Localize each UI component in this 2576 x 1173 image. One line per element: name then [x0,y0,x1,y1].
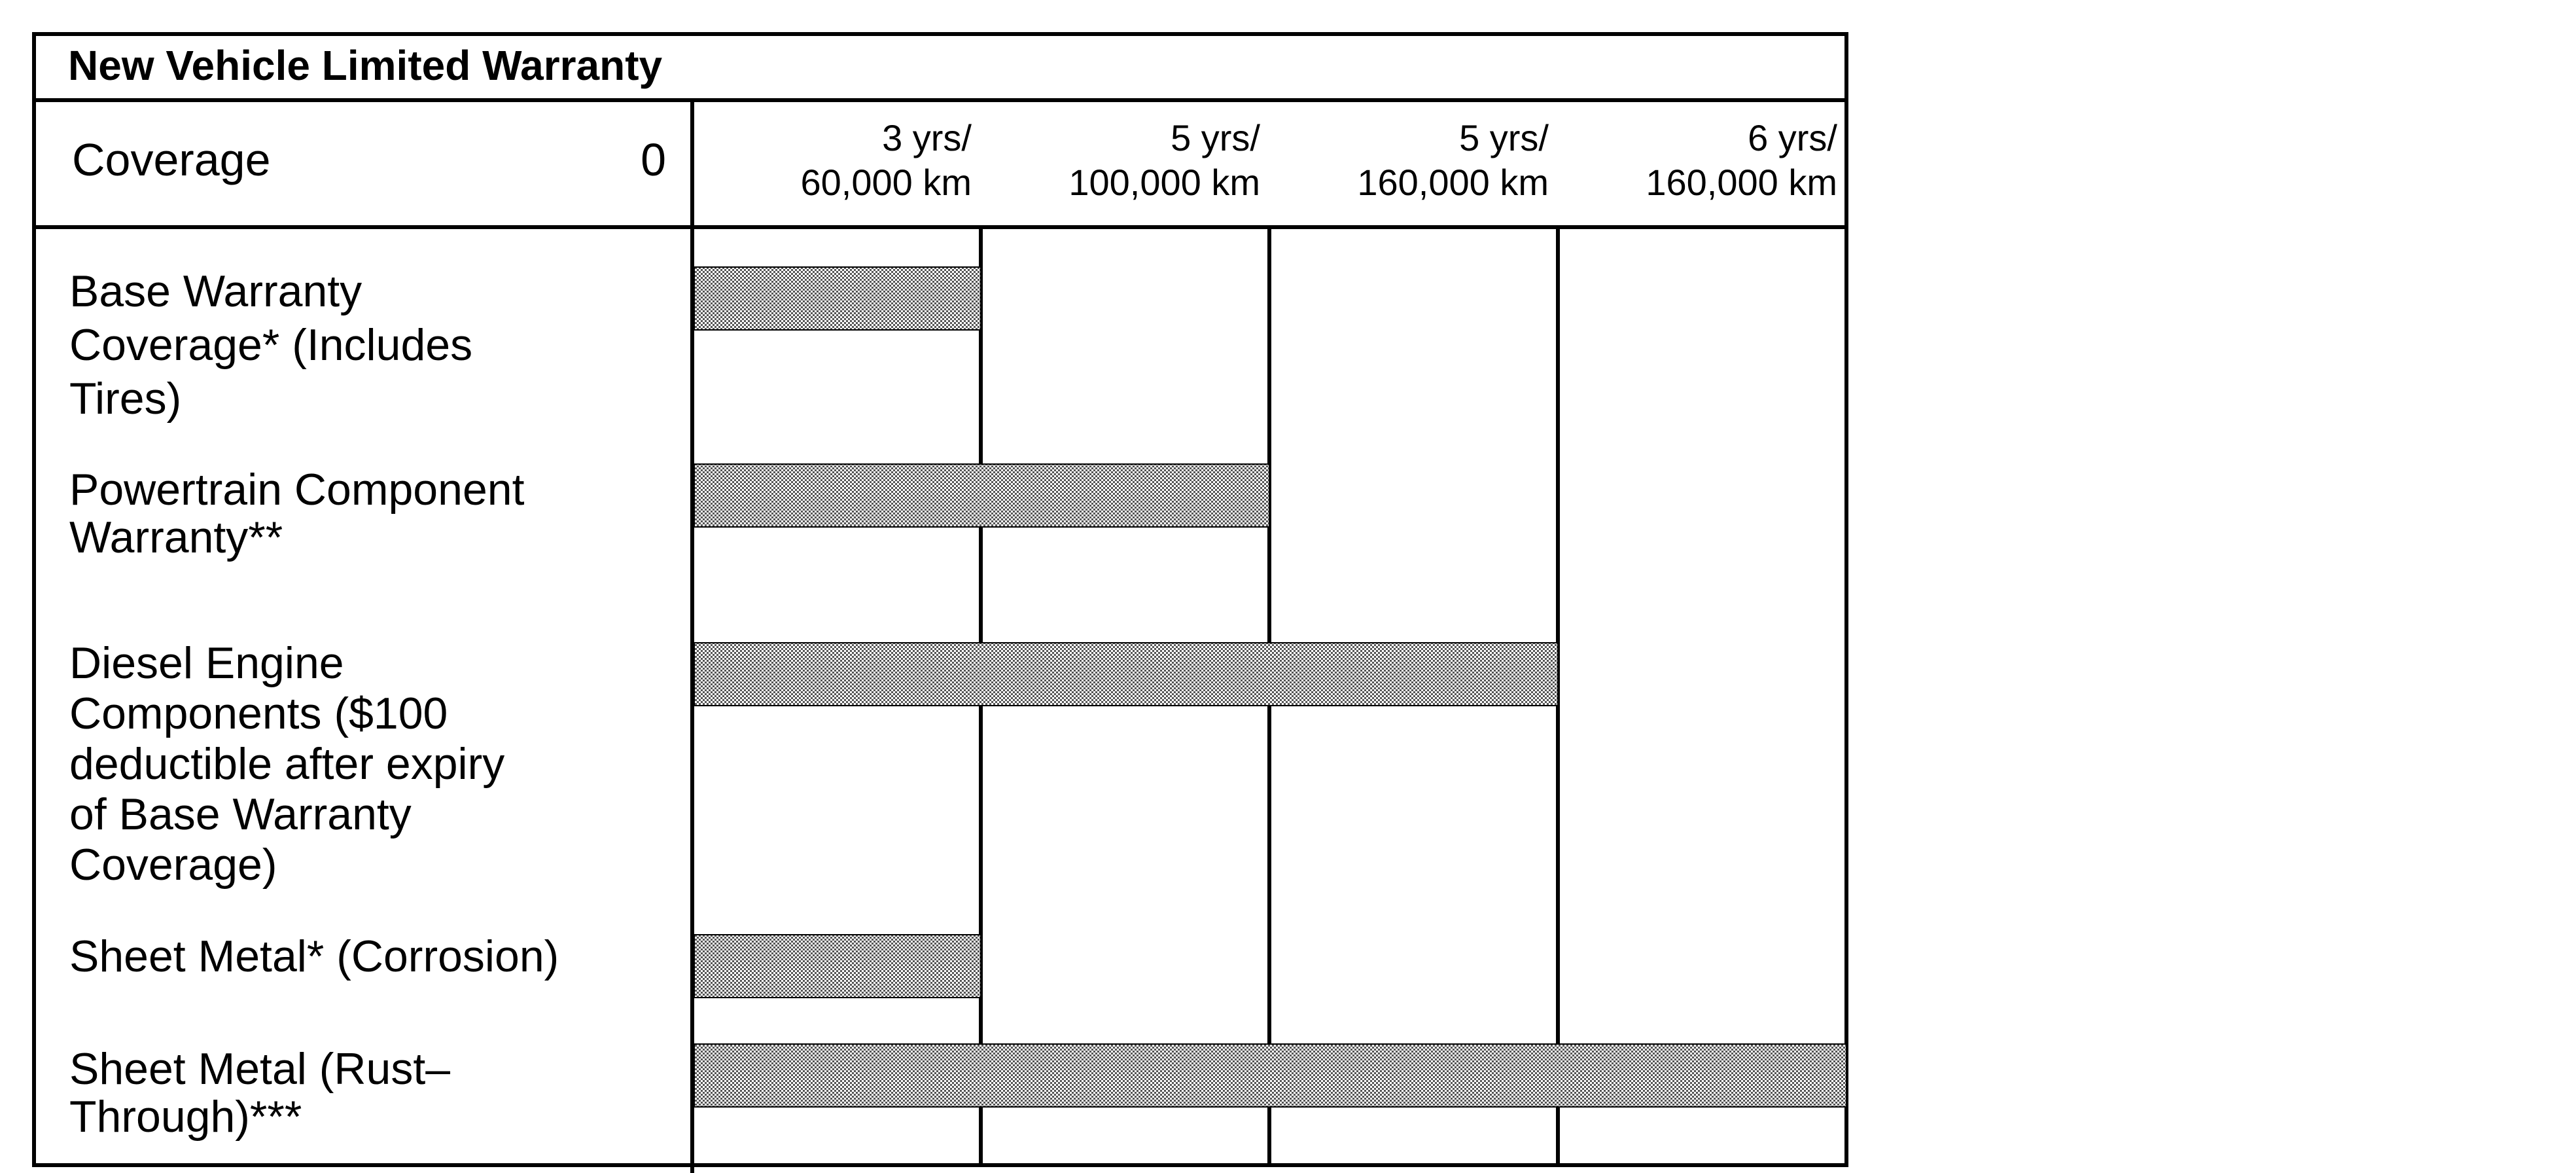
row-label: Coverage* (Includes [69,320,473,370]
coverage-bar [694,643,1558,706]
milestone-labels [801,117,1838,203]
row-label: Components ($100 [69,689,448,738]
row-label: Sheet Metal* (Corrosion) [69,931,559,981]
milestone-years-label: 5 yrs/ [1171,117,1260,158]
milestone-years-label: 5 yrs/ [1459,117,1549,158]
row-label: Through)*** [69,1092,302,1142]
origin-label: 0 [641,134,666,185]
coverage-bar [694,935,981,998]
row-label: Diesel Engine [69,638,344,688]
coverage-bar [694,267,981,330]
milestone-distance-label: 160,000 km [1357,162,1549,203]
row-label: Sheet Metal (Rust– [69,1044,451,1094]
milestone-distance-label: 100,000 km [1068,162,1260,203]
row-label: deductible after expiry [69,739,505,789]
row-label: Warranty** [69,513,283,562]
coverage-bar [694,464,1269,527]
row-label: Powertrain Component [69,465,525,514]
milestone-years-label: 6 yrs/ [1748,117,1837,158]
coverage-bar [694,1044,1846,1107]
milestone-years-label: 3 yrs/ [882,117,972,158]
milestone-distance-label: 60,000 km [800,162,972,203]
chart-title: New Vehicle Limited Warranty [68,42,663,89]
row-label: Base Warranty [69,266,362,316]
row-label: Tires) [69,374,182,424]
row-label: Coverage) [69,840,277,890]
row-label: of Base Warranty [69,789,412,839]
row-labels [69,266,559,1142]
milestone-distance-label: 160,000 km [1646,162,1837,203]
coverage-header: Coverage [72,134,271,185]
